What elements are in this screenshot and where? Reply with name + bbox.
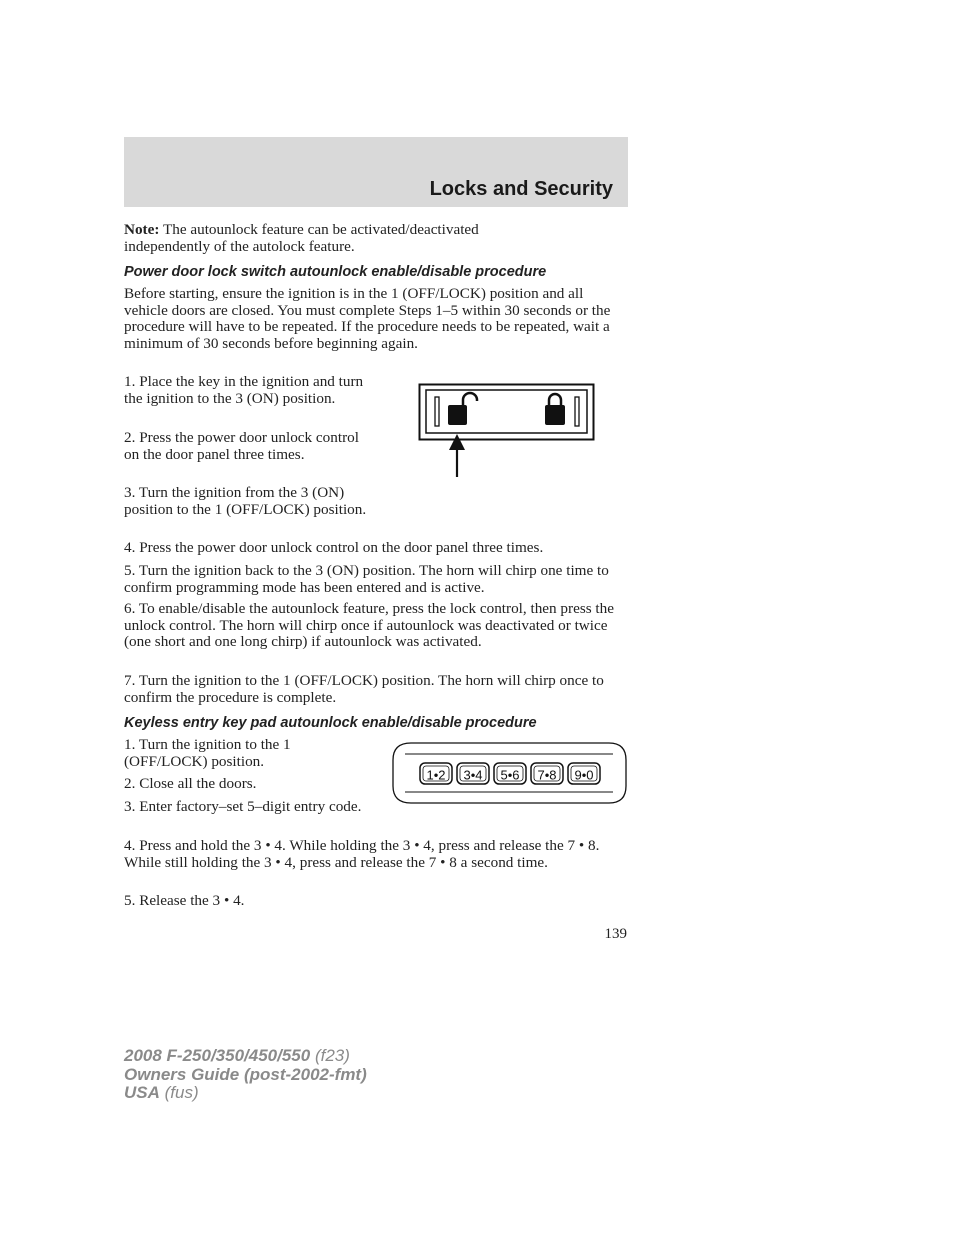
keypad-step-4: 4. Press and hold the 3 • 4. While holding the 3 • 4, press and release the 7 • 8. While still holding the 3 • 4, press and release the 7 • 8 a second time. — [124, 837, 600, 871]
section-heading-keyless-entry: Keyless entry key pad autounlock enable/disable procedure — [124, 715, 537, 731]
keyless-keypad-figure — [391, 741, 629, 805]
step-1: 1. Place the key in the ignition and turn the ignition to the 3 (ON) position. — [124, 373, 364, 407]
section-heading-power-door: Power door lock switch autounlock enable/disable procedure — [124, 264, 547, 280]
footer-line-3 — [124, 1084, 367, 1103]
step-2: 2. Press the power door unlock control on the door panel three times. — [124, 429, 359, 463]
step-4: 4. Press the power door unlock control on the door panel three times. — [124, 539, 544, 556]
footer-line-2: Owners Guide (post-2002-fmt) — [124, 1064, 367, 1084]
keypad-step-3: 3. Enter factory–set 5–digit entry code. — [124, 798, 362, 815]
step-7: 7. Turn the ignition to the 1 (OFF/LOCK) position. The horn will chirp once to confirm the procedure is complete. — [124, 672, 604, 706]
keypad-key-3-label: 5•6 — [500, 767, 520, 783]
keypad-step-1: 1. Turn the ignition to the 1 (OFF/LOCK) position. — [124, 736, 291, 770]
keypad-step-2: 2. Close all the doors. — [124, 775, 257, 792]
keypad-key-4 — [531, 763, 563, 784]
keypad-key-1 — [420, 763, 452, 784]
page-number: 139 — [604, 926, 627, 942]
keypad-key-5 — [568, 763, 600, 784]
step-6: 6. To enable/disable the autounlock feature, press the lock control, then press the unlock control. The horn will chirp once if autounlock was deactivated or twice (one short and one long chirp) if autounlock was activated. — [124, 600, 614, 651]
page-title: Locks and Security — [429, 178, 613, 200]
footer-market: USA — [124, 1083, 160, 1102]
footer-model: 2008 F-250/350/450/550 — [124, 1046, 311, 1065]
keypad-key-1-label: 1•2 — [426, 767, 446, 783]
footer-market-code: (fus) — [159, 1083, 199, 1102]
footer-model-code: (f23) — [310, 1046, 350, 1065]
note-paragraph — [124, 222, 544, 255]
keypad-key-3 — [494, 763, 526, 784]
note-label: Note: — [124, 221, 160, 238]
header-band — [124, 137, 628, 207]
step-3: 3. Turn the ignition from the 3 (ON) position to the 1 (OFF/LOCK) position. — [124, 484, 367, 518]
keypad-key-2-label: 3•4 — [463, 767, 483, 783]
keypad-key-4-label: 7•8 — [537, 767, 557, 783]
keypad-key-2 — [457, 763, 489, 784]
intro-paragraph: Before starting, ensure the ignition is in the 1 (OFF/LOCK) position and all vehicle doors are closed. You must complete Steps 1–5 within 30 seconds or the procedure will have to be repeated. If the procedure needs to be repeated, wait a minimum of 30 seconds before beginning again. — [124, 285, 611, 352]
door-lock-switch-figure — [418, 383, 596, 479]
footer — [124, 1047, 367, 1103]
keypad-key-5-label: 9•0 — [574, 767, 594, 783]
note-text: The autounlock feature can be activated/deactivated independently of the autolock feature. — [124, 221, 479, 255]
step-5: 5. Turn the ignition back to the 3 (ON) position. The horn will chirp one time to confirm programming mode has been entered and is active. — [124, 562, 609, 596]
footer-line-1 — [124, 1047, 367, 1066]
keypad-step-5: 5. Release the 3 • 4. — [124, 892, 245, 909]
